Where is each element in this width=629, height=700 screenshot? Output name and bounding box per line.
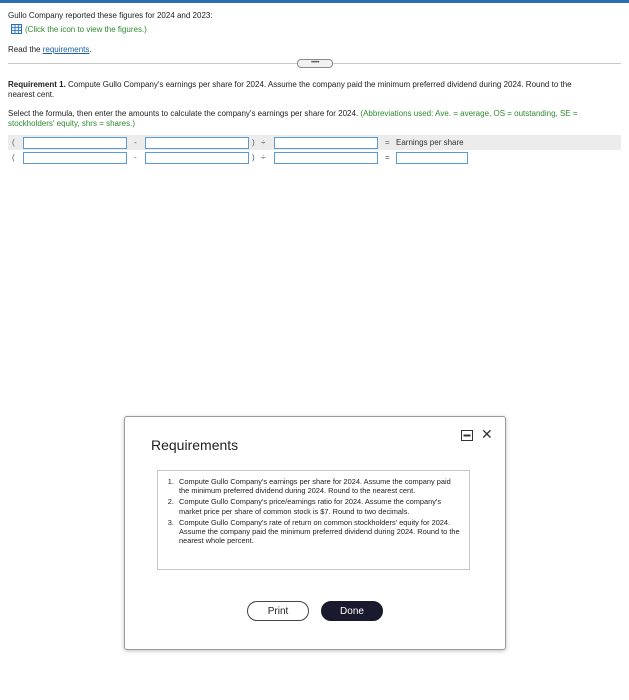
abbreviations-text: (Abbreviations used: Ave. = average, OS = outstanding, SE = bbox=[360, 109, 578, 118]
amount-input-3[interactable] bbox=[274, 152, 378, 164]
top-accent-bar bbox=[0, 0, 629, 3]
list-item: 1. Compute Gullo Company's earnings per share for 2024. Assume the company paid the minimum preferred dividend during 2024. Round to the nearest cent. bbox=[176, 477, 461, 495]
list-item: 3. Compute Gullo Company's rate of return on common stockholders' equity for 2024. Assume the company paid the minimum preferred dividend during 2024. Round to the nearest whole percent. bbox=[176, 518, 461, 546]
requirements-modal bbox=[124, 416, 506, 650]
close-paren: ) bbox=[252, 153, 255, 162]
read-prefix: Read the bbox=[8, 45, 43, 54]
intro-text: Gullo Company reported these figures for 2024 and 2023: bbox=[8, 11, 213, 20]
instructions-line1 bbox=[8, 109, 578, 118]
divide-sign: ÷ bbox=[261, 153, 266, 162]
minus-sign: - bbox=[134, 138, 137, 147]
abbreviations-line2: stockholders' equity, shrs = shares.) bbox=[8, 119, 135, 128]
requirement-1-label: Requirement 1. bbox=[8, 80, 66, 89]
instructions-text: Select the formula, then enter the amounts to calculate the company's earnings per share for 2024. bbox=[8, 109, 359, 118]
formula-row-1 bbox=[8, 135, 621, 151]
amount-input-2[interactable] bbox=[145, 152, 249, 164]
equals-sign: = bbox=[385, 138, 390, 147]
earnings-per-share-input[interactable] bbox=[396, 152, 468, 164]
formula-select-2[interactable] bbox=[145, 137, 249, 149]
requirements-list-box bbox=[157, 470, 470, 570]
done-button[interactable]: Done bbox=[321, 601, 383, 621]
requirement-1-line2: nearest cent. bbox=[8, 90, 55, 99]
formula-select-3[interactable] bbox=[274, 137, 378, 149]
divide-sign: ÷ bbox=[261, 138, 266, 147]
requirement-1-line1 bbox=[8, 80, 572, 89]
requirements-link[interactable]: requirements bbox=[42, 45, 90, 54]
amount-input-1[interactable] bbox=[23, 152, 127, 164]
open-paren: ( bbox=[12, 138, 15, 147]
read-requirements-line bbox=[8, 45, 92, 54]
requirements-list bbox=[166, 477, 461, 545]
table-grid-icon[interactable] bbox=[11, 24, 22, 34]
view-figures-link[interactable]: (Click the icon to view the figures.) bbox=[25, 25, 147, 34]
equals-sign: = bbox=[385, 153, 390, 162]
list-item: 2. Compute Gullo Company's price/earnings ratio for 2024. Assume the company's market price per share of common stock is $7. Round to two decimals. bbox=[176, 497, 461, 515]
minus-sign: - bbox=[134, 153, 137, 162]
read-suffix: . bbox=[89, 45, 92, 54]
print-button[interactable]: Print bbox=[247, 601, 309, 621]
requirement-1-text: Compute Gullo Company's earnings per share for 2024. Assume the company paid the minimum preferred dividend during 2024. Round to the bbox=[68, 80, 572, 89]
formula-row-2 bbox=[8, 150, 621, 166]
minimize-icon[interactable] bbox=[461, 430, 473, 441]
close-icon[interactable]: ✕ bbox=[481, 426, 493, 442]
earnings-per-share-label: Earnings per share bbox=[396, 138, 464, 147]
open-paren: ( bbox=[12, 153, 15, 162]
modal-title: Requirements bbox=[151, 437, 239, 453]
close-paren: ) bbox=[252, 138, 255, 147]
collapse-handle[interactable]: ••••• bbox=[297, 59, 333, 68]
formula-select-1[interactable] bbox=[23, 137, 127, 149]
